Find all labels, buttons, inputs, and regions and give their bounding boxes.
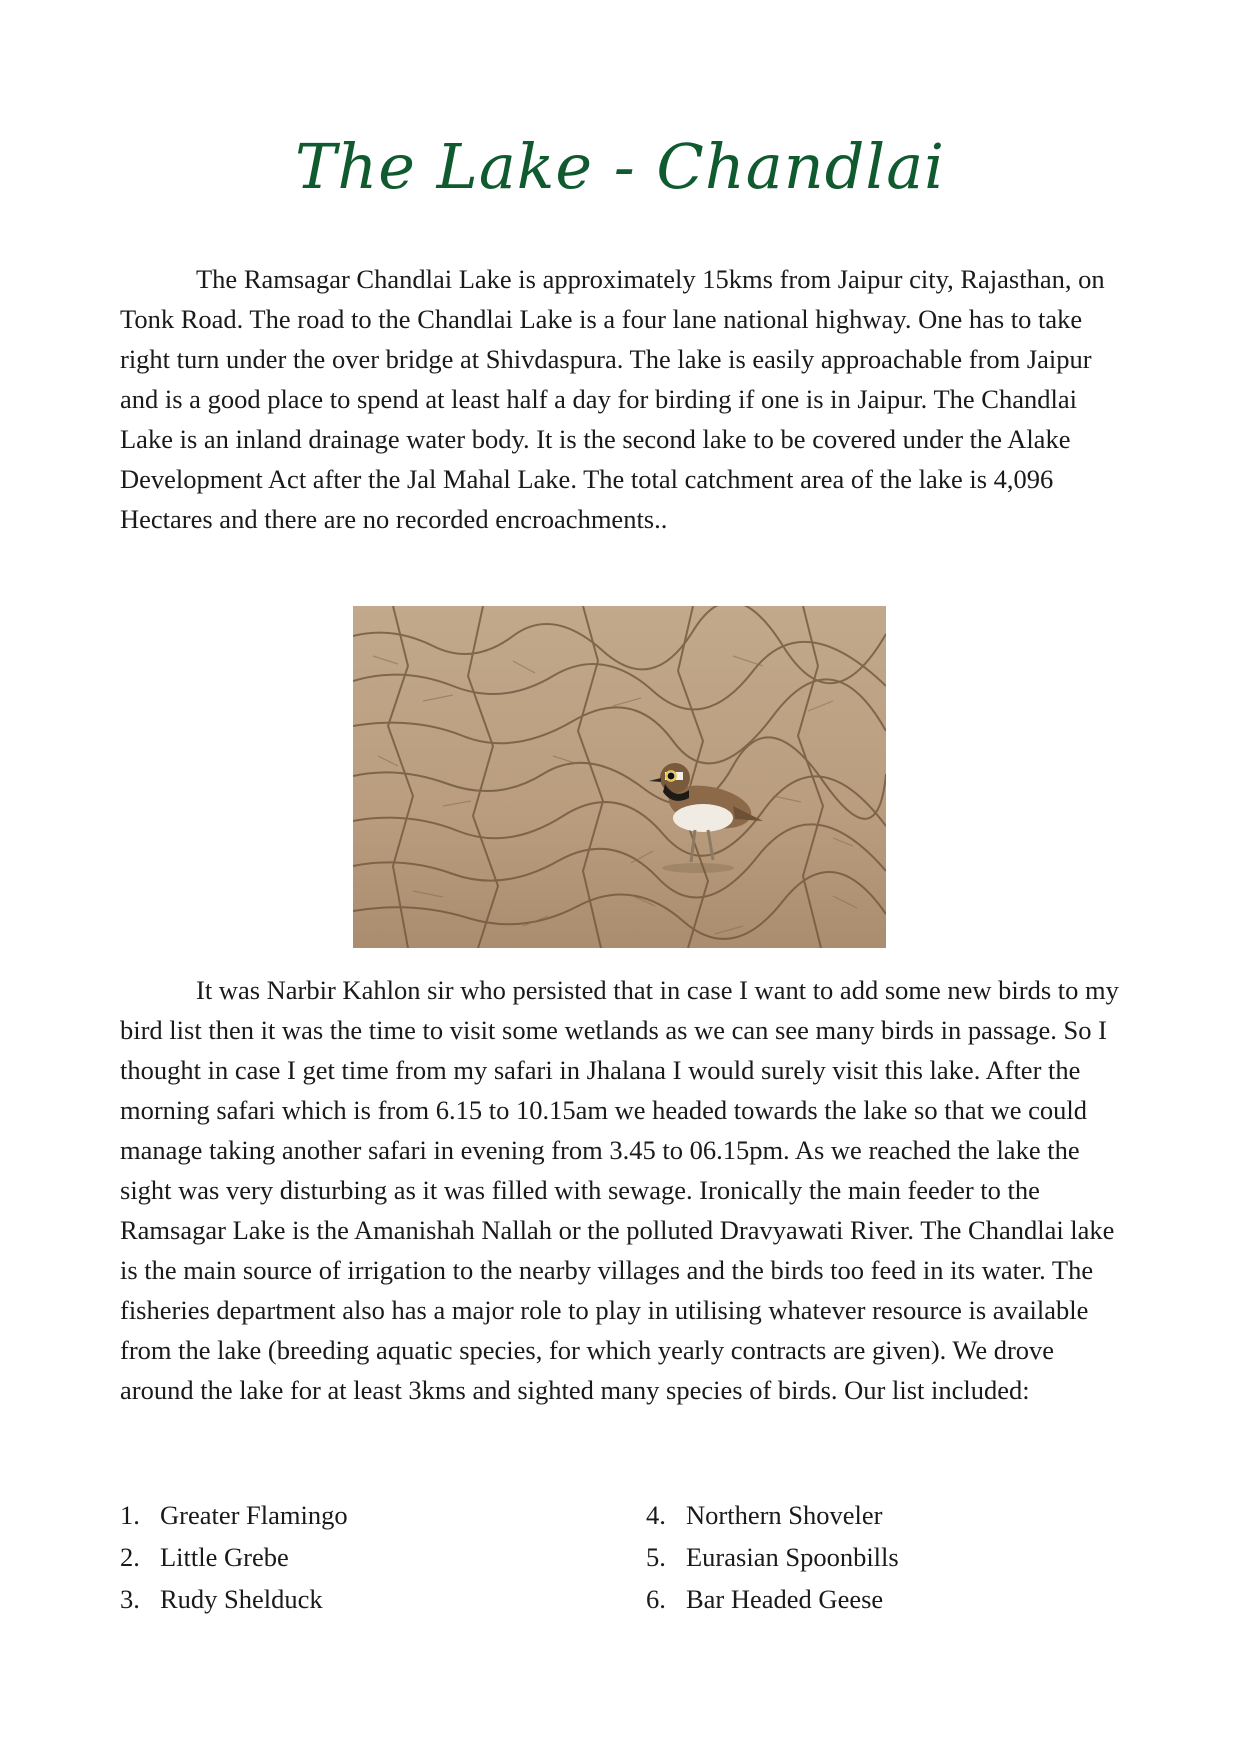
photo-illustration <box>353 606 886 948</box>
narrative-text: It was Narbir Kahlon sir who persisted that in case I want to add some new birds to my bird list then it was the time to visit some wetlands as we can see many birds in passage. So I thought in case I get time from my safari in Jhalana I would surely visit this lake. After the morning safari which is from 6.15 to 10.15am we headed towards the lake so that we could manage taking another safari in evening from 3.45 to 06.15pm. As we reached the lake the sight was very disturbing as it was filled with sewage. Ironically the main feeder to the Ramsagar Lake is the Amanishah Nallah or the polluted Dravyawati River. The Chandlai lake is the main source of irrigation to the nearby villages and the birds too feed in its water. The fisheries department also has a major role to play in utilising whatever resource is available from the lake (breeding aquatic species, for which yearly contracts are given). We drove around the lake for at least 3kms and sighted many species of birds. Our list included: <box>120 975 1119 1405</box>
bird-list-left <box>120 1494 600 1620</box>
list-label: Bar Headed Geese <box>686 1584 884 1614</box>
list-item <box>646 1494 1126 1536</box>
page-title: The Lake - Chandlai <box>294 130 946 203</box>
list-label: Rudy Shelduck <box>160 1584 323 1614</box>
list-number: 2. <box>120 1542 140 1572</box>
list-number: 1. <box>120 1500 140 1530</box>
list-label: Greater Flamingo <box>160 1500 348 1530</box>
list-item <box>646 1536 1126 1578</box>
list-item <box>120 1578 600 1620</box>
list-item <box>120 1536 600 1578</box>
list-number: 6. <box>646 1584 666 1614</box>
list-number: 4. <box>646 1500 666 1530</box>
list-item <box>646 1578 1126 1620</box>
list-label: Eurasian Spoonbills <box>686 1542 899 1572</box>
bird-list-right <box>646 1494 1126 1620</box>
list-number: 5. <box>646 1542 666 1572</box>
list-item <box>120 1494 600 1536</box>
list-label: Northern Shoveler <box>686 1500 883 1530</box>
intro-paragraph <box>120 259 1120 539</box>
list-label: Little Grebe <box>160 1542 289 1572</box>
list-number: 3. <box>120 1584 140 1614</box>
intro-text: The Ramsagar Chandlai Lake is approximately 15kms from Jaipur city, Rajasthan, on Tonk Road. The road to the Chandlai Lake is a four lane national highway. One has to take right turn under the over bridge at Shivdaspura. The lake is easily approachable from Jaipur and is a good place to spend at least half a day for birding if one is in Jaipur. The Chandlai Lake is an inland drainage water body. It is the second lake to be covered under the Alake Development Act after the Jal Mahal Lake. The total catchment area of the lake is 4,096 Hectares and there are no recorded encroachments.. <box>120 264 1105 534</box>
bird-on-mudflat-photo <box>353 606 886 948</box>
narrative-paragraph <box>120 970 1120 1410</box>
